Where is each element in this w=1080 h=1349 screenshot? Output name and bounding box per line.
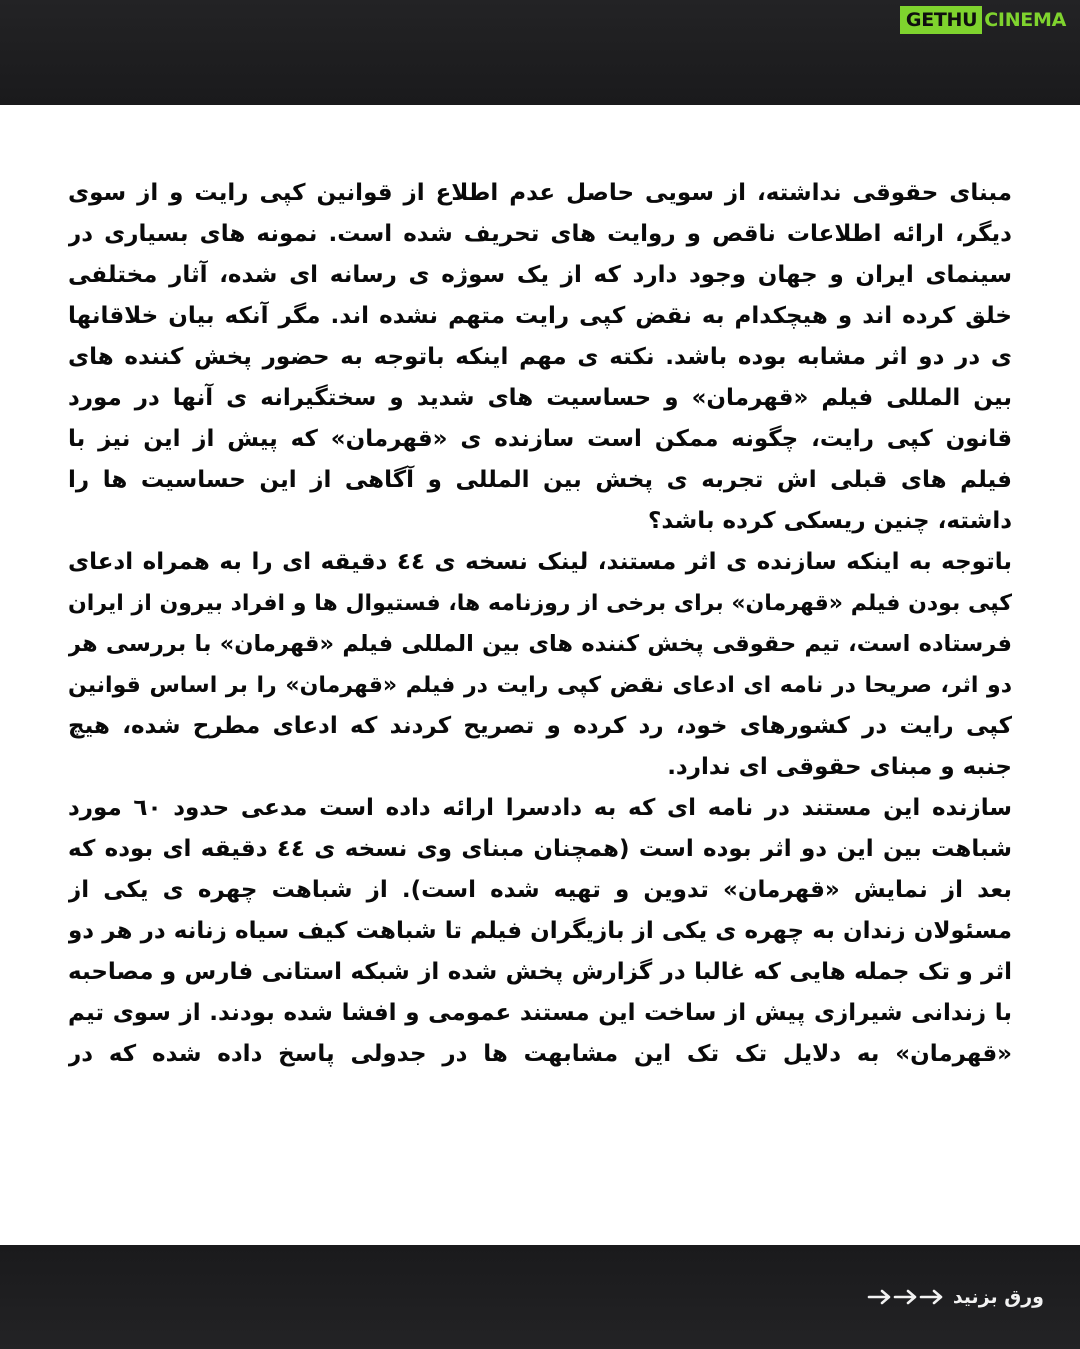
article-line: اثر و تک جمله هایی که غالبا در گزارش پخش شده از شبکه استانی فارس و مصاحبه <box>68 959 1012 985</box>
article-line: سینمای ایران و جهان وجود دارد که از یک سوژه ی رسانه ای شده، آثار مختلفی <box>68 262 1012 288</box>
article-line: مبنای حقوقی نداشته، از سویی حاصل عدم اطلاع از قوانین کپی رایت و از سوی <box>68 180 1012 206</box>
top-band <box>0 0 1080 105</box>
article-line: قانون کپی رایت، چگونه ممکن است سازنده ی «قهرمان» که پیش از این نیز با <box>68 426 1012 452</box>
article-line: کپی رایت در کشورهای خود، رد کرده و تصریح کردند که ادعای مطرح شده، هیچ <box>68 713 1012 739</box>
article-page <box>0 105 1080 1245</box>
article-line: بین المللی فیلم «قهرمان» و حساسیت های شدید و سختگیرانه ی آنها در مورد <box>68 385 1012 411</box>
article-line: ی در دو اثر مشابه بوده باشد. نکته ی مهم اینکه باتوجه به حضور پخش کننده های <box>68 344 1012 370</box>
article-line: داشته، چنین ریسکی کرده باشد؟ <box>648 508 1012 534</box>
arrow-right-icon <box>919 1289 945 1305</box>
article-line: کپی بودن فیلم «قهرمان» برای برخی از روزنامه ها، فستیوال ها و افراد بیرون از ایران <box>68 591 1012 616</box>
article-line: باتوجه به اینکه سازنده ی اثر مستند، لینک نسخه ی ٤٤ دقیقه ای را به همراه ادعای <box>68 549 1012 575</box>
logo-part-1: GETHU <box>900 6 982 34</box>
article-line: فرستاده است، تیم حقوقی پخش کننده های بین المللی فیلم «قهرمان» با بررسی هر <box>68 631 1012 657</box>
article-line: دیگر، ارائه اطلاعات ناقص و روایت های تحریف شده است. نمونه های بسیاری در <box>68 221 1012 247</box>
article-body <box>68 173 1012 1075</box>
article-line: جنبه و مبنای حقوقی ای ندارد. <box>667 754 1012 780</box>
article-line: با زندانی شیرازی پیش از ساخت این مستند عمومی و افشا شده بودند. از سوی تیم <box>68 1000 1012 1026</box>
article-line: فیلم های قبلی اش تجربه ی پخش بین المللی و آگاهی از این حساسیت ها را <box>68 467 1012 493</box>
gethucinema-logo <box>900 6 1066 34</box>
article-line: شباهت بین این دو اثر بوده است (همچنان مبنای وی نسخه ی ٤٤ دقیقه ای بوده که <box>68 836 1012 862</box>
article-line: «قهرمان» به دلایل تک تک این مشابهت ها در جدولی پاسخ داده شده که در <box>68 1041 1012 1067</box>
article-line: بعد از نمایش «قهرمان» تدوین و تهیه شده است). از شباهت چهره ی یکی از <box>68 877 1012 903</box>
article-line: دو اثر، صریحا در نامه ای ادعای نقض کپی رایت در فیلم «قهرمان» را بر اساس قوانین <box>68 673 1012 698</box>
logo-part-2: CINEMA <box>984 9 1066 31</box>
article-line: سازنده این مستند در نامه ای که به دادسرا ارائه داده است مدعی حدود ٦٠ مورد <box>68 795 1012 821</box>
arrow-right-icon <box>867 1289 893 1305</box>
swipe-hint[interactable] <box>867 1282 1044 1312</box>
arrow-right-icon <box>893 1289 919 1305</box>
swipe-arrows <box>867 1289 945 1305</box>
article-line: مسئولان زندان به چهره ی یکی از بازیگران فیلم تا شباهت کیف سیاه زنانه در هر دو <box>68 918 1012 944</box>
article-line: خلق کرده اند و هیچکدام به نقض کپی رایت متهم نشده اند. مگر آنکه بیان خلاقانها <box>68 303 1012 329</box>
swipe-label: ورق بزنید <box>952 1286 1044 1308</box>
